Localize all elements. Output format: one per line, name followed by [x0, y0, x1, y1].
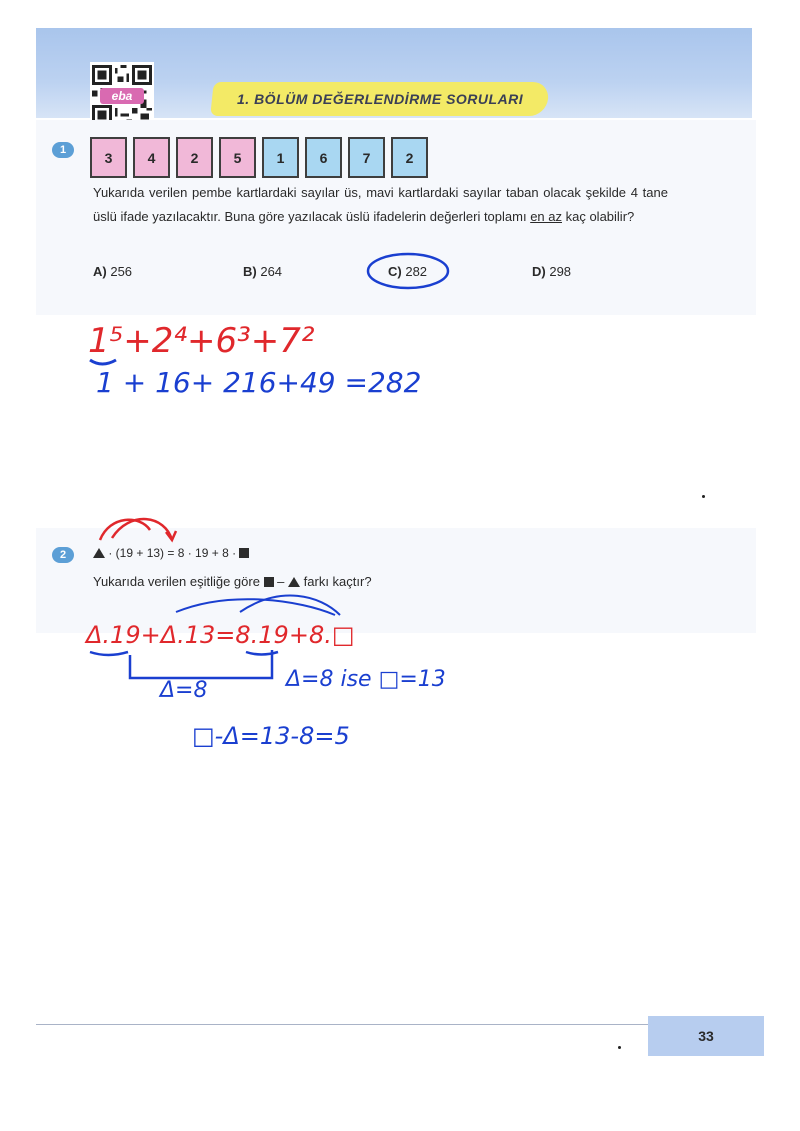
card: 2 — [176, 137, 213, 178]
footer-rule — [36, 1024, 648, 1025]
answer-circle — [368, 254, 448, 288]
question-2-text-part: – — [273, 574, 289, 589]
card: 7 — [348, 137, 385, 178]
qr-badge: eba — [100, 88, 144, 104]
option-value: 298 — [549, 264, 572, 279]
handwriting-q1-line2: 1 + 16+ 216+49 =282 — [96, 366, 422, 399]
question-2-text-part: Yukarıda verilen eşitliğe göre — [93, 574, 260, 589]
option-letter: D) — [532, 264, 546, 279]
question-1-emphasis: en az — [530, 209, 562, 224]
card: 2 — [391, 137, 428, 178]
card: 3 — [90, 137, 127, 178]
speck — [702, 495, 705, 498]
card: 5 — [219, 137, 256, 178]
speck — [618, 1046, 621, 1049]
section-title-text: 1. BÖLÜM DEĞERLENDİRME SORULARI — [236, 91, 524, 107]
link-arc — [176, 599, 335, 615]
card: 1 — [262, 137, 299, 178]
card: 6 — [305, 137, 342, 178]
question-1-text-part: kaç olabilir? — [562, 209, 635, 224]
arrow-icon — [100, 520, 150, 540]
option-value: 256 — [110, 264, 133, 279]
option-value: 264 — [260, 264, 283, 279]
option-letter: A) — [93, 264, 107, 279]
card: 4 — [133, 137, 170, 178]
handwriting-q2-line1: Δ.19+Δ.13=8.19+8.□ — [86, 621, 355, 649]
option-value: 282 — [405, 264, 428, 279]
handwriting-q1-line1: 1⁵+2⁴+6³+7² — [88, 321, 315, 361]
option-letter: B) — [243, 264, 257, 279]
question-1-text-part: Yukarıda verilen pembe kartlardaki sayılar üs, mavi kartlardaki sayılar taban olacak şekilde 4 tane üslü ifade yazılacaktır. Buna göre yazılacak üslü ifadelerin değerleri toplamı — [93, 185, 668, 224]
handwriting-q2-line3: □-Δ=13-8=5 — [192, 722, 350, 750]
page-number: 33 — [648, 1016, 764, 1056]
handwriting-q2-line2b: Δ=8 ise □=13 — [286, 667, 446, 692]
question-2-number: 2 — [52, 547, 74, 563]
question-2-text-part: farkı kaçtır? — [300, 574, 372, 589]
underline-mark — [90, 652, 128, 655]
handwriting-q2-line2a: Δ=8 — [160, 678, 208, 703]
equation-text: · (19 + 13) = 8 · 19 + 8 · — [108, 546, 237, 560]
question-1-number: 1 — [52, 142, 74, 158]
option-letter: C) — [388, 264, 402, 279]
